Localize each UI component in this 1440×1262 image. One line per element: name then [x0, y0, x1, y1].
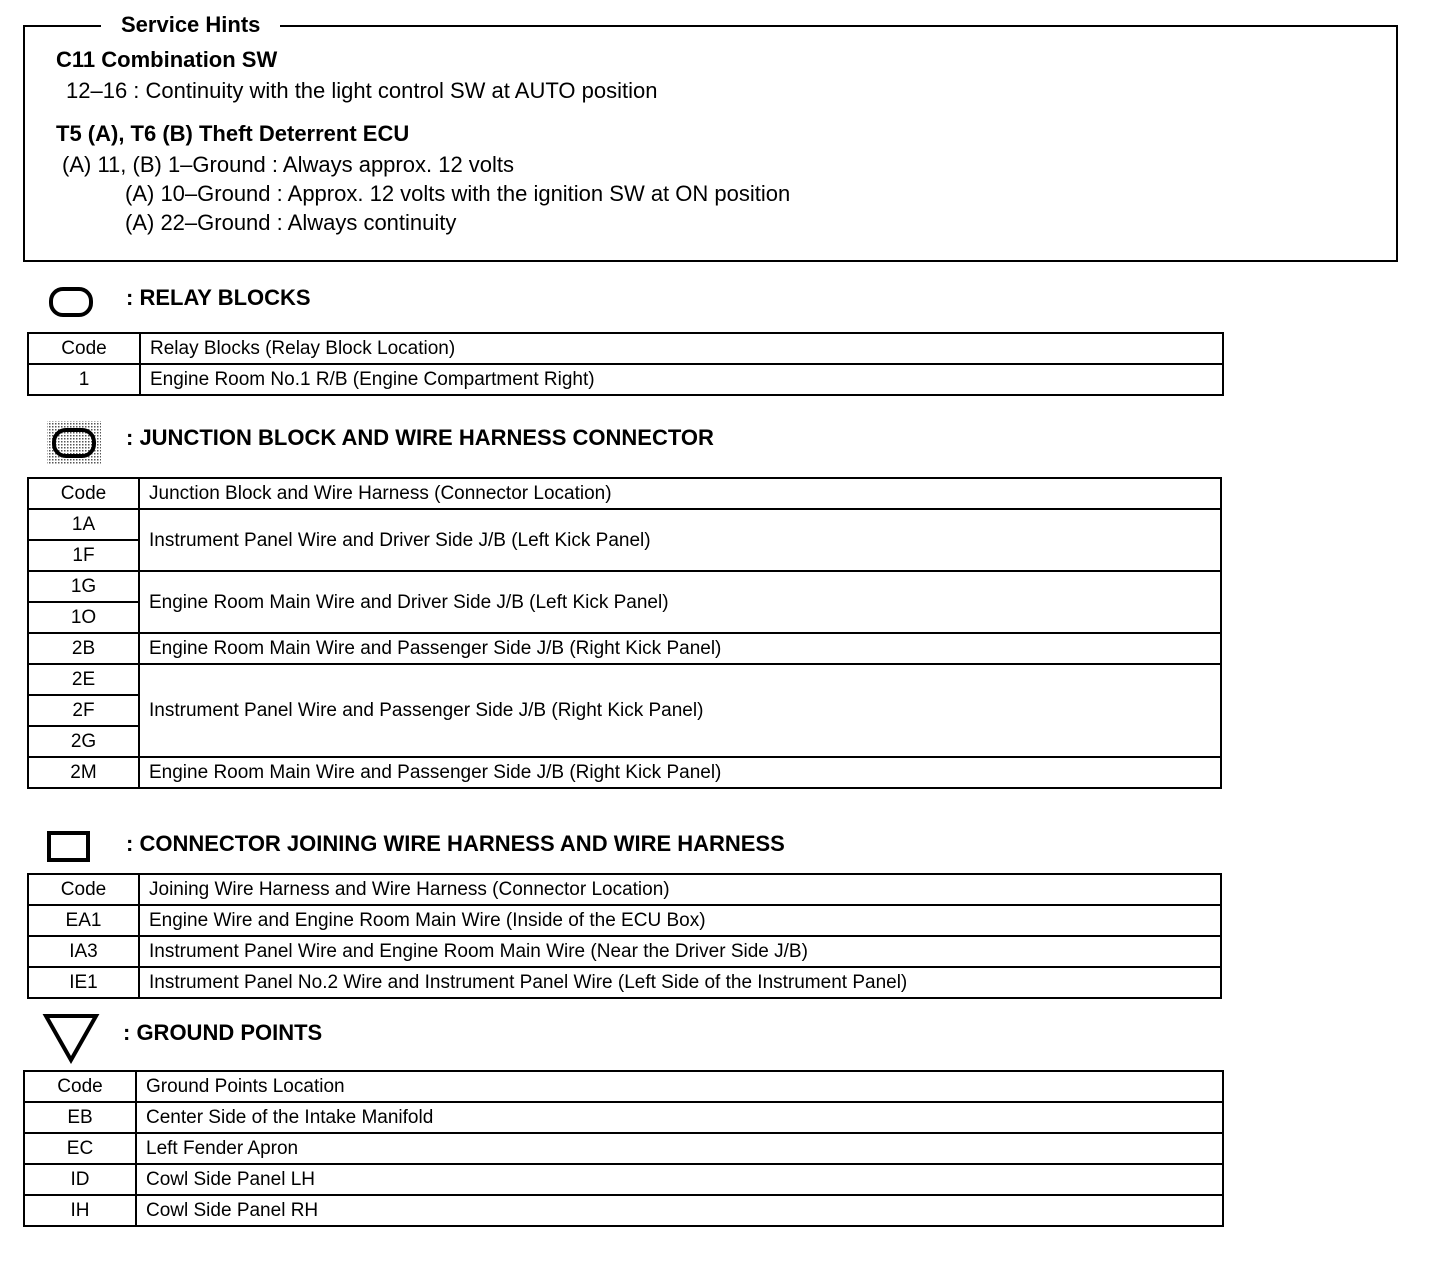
code-cell: IA3 [28, 936, 139, 967]
table-row [28, 967, 1221, 998]
t5t6-line-3: (A) 22–Ground : Always continuity [125, 210, 457, 235]
code-cell: ID [24, 1164, 136, 1195]
code-cell: 2M [28, 757, 139, 788]
code-header: Code [28, 478, 139, 509]
code-cell: 2B [28, 633, 139, 664]
code-cell: 2G [28, 726, 139, 757]
table-row [28, 364, 1223, 395]
rounded-rect-icon [48, 285, 96, 321]
code-cell: EB [24, 1102, 136, 1133]
description-header: Relay Blocks (Relay Block Location) [140, 333, 1223, 364]
description-cell: Engine Room Main Wire and Driver Side J/B (Left Kick Panel) [139, 571, 1221, 633]
description-cell: Center Side of the Intake Manifold [136, 1102, 1223, 1133]
ground-points-title: : GROUND POINTS [123, 1020, 323, 1045]
table-row [28, 571, 1221, 602]
description-cell: Instrument Panel No.2 Wire and Instrument Panel Wire (Left Side of the Instrument Panel) [139, 967, 1221, 998]
code-header: Code [28, 874, 139, 905]
connectors-title: : CONNECTOR JOINING WIRE HARNESS AND WIRE HARNESS [126, 831, 785, 856]
ground-points-table [23, 1070, 1224, 1227]
table-row [24, 1164, 1223, 1195]
service-hints-box [23, 12, 1398, 262]
code-cell: 1O [28, 602, 139, 633]
table-row [28, 905, 1221, 936]
table-header-row [28, 478, 1221, 509]
service-hints-title: Service Hints [101, 11, 280, 39]
code-cell: 1G [28, 571, 139, 602]
description-cell: Engine Room No.1 R/B (Engine Compartment Right) [140, 364, 1223, 395]
description-cell: Engine Room Main Wire and Passenger Side J/B (Right Kick Panel) [139, 757, 1221, 788]
t5t6-line-2: (A) 10–Ground : Approx. 12 volts with the ignition SW at ON position [125, 181, 791, 206]
description-header: Joining Wire Harness and Wire Harness (Connector Location) [139, 874, 1221, 905]
t5t6-line-1: (A) 11, (B) 1–Ground : Always approx. 12 volts [62, 152, 515, 177]
code-cell: EA1 [28, 905, 139, 936]
description-header: Junction Block and Wire Harness (Connector Location) [139, 478, 1221, 509]
table-row [28, 936, 1221, 967]
table-row [24, 1102, 1223, 1133]
table-header-row [24, 1071, 1223, 1102]
code-cell: EC [24, 1133, 136, 1164]
description-cell: Engine Room Main Wire and Passenger Side J/B (Right Kick Panel) [139, 633, 1221, 664]
description-cell: Instrument Panel Wire and Passenger Side J/B (Right Kick Panel) [139, 664, 1221, 757]
table-header-row [28, 333, 1223, 364]
table-row [24, 1133, 1223, 1164]
table-row [28, 664, 1221, 695]
junction-block-table [27, 477, 1222, 789]
description-cell: Cowl Side Panel RH [136, 1195, 1223, 1226]
description-cell: Instrument Panel Wire and Driver Side J/B (Left Kick Panel) [139, 509, 1221, 571]
junction-block-title: : JUNCTION BLOCK AND WIRE HARNESS CONNECTOR [126, 425, 714, 450]
code-header: Code [28, 333, 140, 364]
code-cell: 1 [28, 364, 140, 395]
connectors-table [27, 873, 1222, 999]
rectangle-icon [46, 830, 92, 864]
ground-triangle-icon [42, 1012, 100, 1064]
code-cell: 1F [28, 540, 139, 571]
code-cell: IH [24, 1195, 136, 1226]
table-row [28, 633, 1221, 664]
table-row [28, 509, 1221, 540]
table-row [28, 757, 1221, 788]
code-cell: 2E [28, 664, 139, 695]
description-cell: Cowl Side Panel LH [136, 1164, 1223, 1195]
code-cell: IE1 [28, 967, 139, 998]
c11-heading: C11 Combination SW [56, 47, 278, 72]
code-cell: 1A [28, 509, 139, 540]
code-cell: 2F [28, 695, 139, 726]
description-cell: Left Fender Apron [136, 1133, 1223, 1164]
t5t6-heading: T5 (A), T6 (B) Theft Deterrent ECU [56, 121, 410, 146]
relay-blocks-title: : RELAY BLOCKS [126, 285, 311, 310]
code-header: Code [24, 1071, 136, 1102]
relay-blocks-table [27, 332, 1224, 396]
description-cell: Engine Wire and Engine Room Main Wire (Inside of the ECU Box) [139, 905, 1221, 936]
description-header: Ground Points Location [136, 1071, 1223, 1102]
table-header-row [28, 874, 1221, 905]
table-row [24, 1195, 1223, 1226]
shaded-rounded-rect-icon [46, 420, 102, 466]
c11-line-1: 12–16 : Continuity with the light control SW at AUTO position [66, 78, 658, 103]
description-cell: Instrument Panel Wire and Engine Room Main Wire (Near the Driver Side J/B) [139, 936, 1221, 967]
